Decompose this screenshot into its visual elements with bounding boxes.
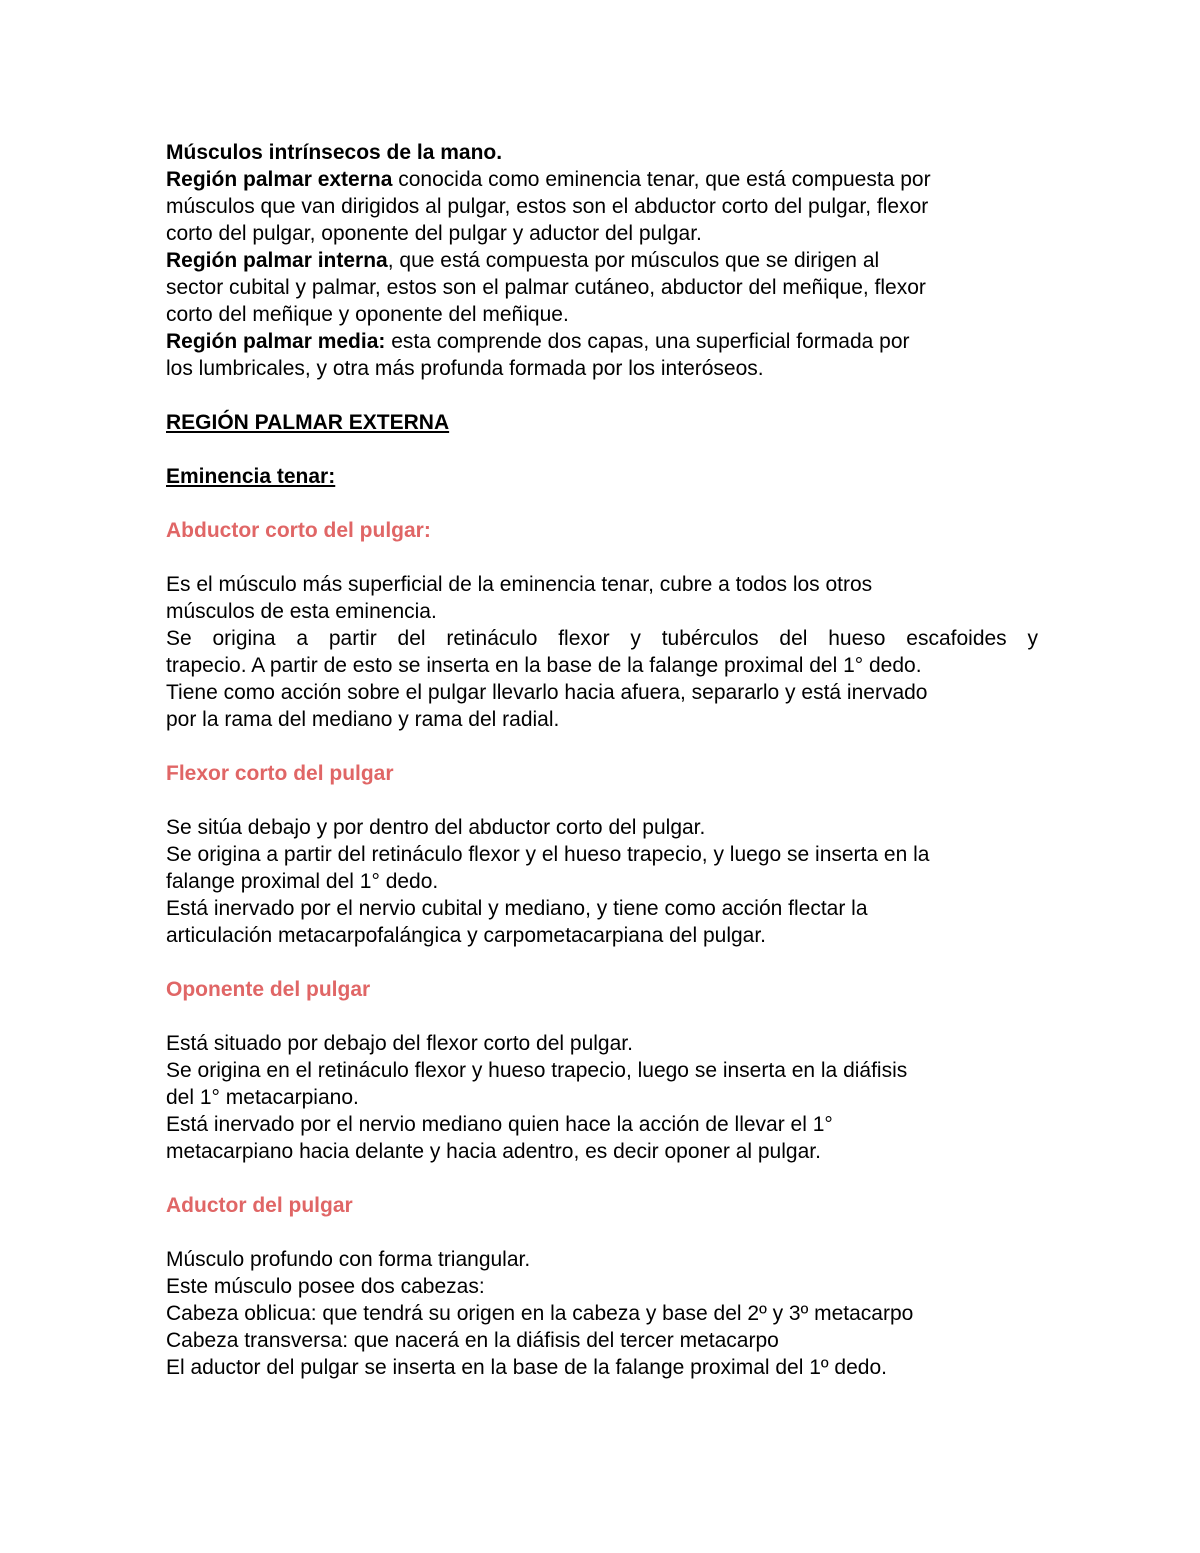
abductor-line-3: Se origina a partir del retináculo flexor y tubérculos del hueso escafoides y bbox=[166, 627, 1038, 650]
spacer bbox=[166, 382, 1038, 409]
media-text-1: esta comprende dos capas, una superficial formada por bbox=[385, 330, 910, 353]
flexor-line-4: Está inervado por el nervio cubital y mediano, y tiene como acción flectar la bbox=[166, 897, 868, 920]
interna-text-3: corto del meñique y oponente del meñique. bbox=[166, 303, 569, 326]
aductor-heading: Aductor del pulgar bbox=[166, 1194, 353, 1217]
media-text-2: los lumbricales, y otra más profunda formada por los interóseos. bbox=[166, 357, 764, 380]
subsection-title: Eminencia tenar: bbox=[166, 465, 336, 488]
oponente-line-1: Está situado por debajo del flexor corto del pulgar. bbox=[166, 1032, 633, 1055]
interna-text-2: sector cubital y palmar, estos son el palmar cutáneo, abductor del meñique, flexor bbox=[166, 276, 926, 299]
oponente-heading: Oponente del pulgar bbox=[166, 978, 371, 1001]
flexor-line-1: Se sitúa debajo y por dentro del abductor corto del pulgar. bbox=[166, 816, 706, 839]
aductor-line-4: Cabeza transversa: que nacerá en la diáfisis del tercer metacarpo bbox=[166, 1329, 779, 1352]
spacer bbox=[166, 1165, 1038, 1192]
flexor-line-2: Se origina a partir del retináculo flexor y el hueso trapecio, y luego se inserta en la bbox=[166, 843, 930, 866]
aductor-line-5: El aductor del pulgar se inserta en la base de la falange proximal del 1º dedo. bbox=[166, 1356, 887, 1379]
media-label: Región palmar media: bbox=[166, 330, 386, 353]
flexor-heading: Flexor corto del pulgar bbox=[166, 762, 394, 785]
interna-label: Región palmar interna bbox=[166, 249, 388, 272]
spacer bbox=[166, 787, 1038, 814]
aductor-line-1: Músculo profundo con forma triangular. bbox=[166, 1248, 531, 1271]
spacer bbox=[166, 436, 1038, 463]
document-title: Músculos intrínsecos de la mano. bbox=[166, 141, 503, 164]
spacer bbox=[166, 733, 1038, 760]
media-paragraph-line-1 bbox=[166, 328, 1038, 355]
spacer bbox=[166, 1219, 1038, 1246]
externa-paragraph-line-1 bbox=[166, 166, 1038, 193]
abductor-line-6: por la rama del mediano y rama del radial. bbox=[166, 708, 560, 731]
externa-text-2: músculos que van dirigidos al pulgar, estos son el abductor corto del pulgar, flexor bbox=[166, 195, 929, 218]
interna-text-1: , que está compuesta por músculos que se dirigen al bbox=[387, 249, 880, 272]
spacer bbox=[166, 1003, 1038, 1030]
abductor-heading: Abductor corto del pulgar: bbox=[166, 519, 431, 542]
oponente-line-3: del 1° metacarpiano. bbox=[166, 1086, 359, 1109]
abductor-line-5: Tiene como acción sobre el pulgar llevarlo hacia afuera, separarlo y está inervado bbox=[166, 681, 928, 704]
externa-text-1: conocida como eminencia tenar, que está compuesta por bbox=[392, 168, 931, 191]
oponente-line-2: Se origina en el retináculo flexor y hueso trapecio, luego se inserta en la diáfisis bbox=[166, 1059, 908, 1082]
aductor-line-3: Cabeza oblicua: que tendrá su origen en la cabeza y base del 2º y 3º metacarpo bbox=[166, 1302, 914, 1325]
abductor-line-2: músculos de esta eminencia. bbox=[166, 600, 437, 623]
abductor-line-1: Es el músculo más superficial de la eminencia tenar, cubre a todos los otros bbox=[166, 573, 873, 596]
externa-text-3: corto del pulgar, oponente del pulgar y aductor del pulgar. bbox=[166, 222, 702, 245]
abductor-line-4: trapecio. A partir de esto se inserta en la base de la falange proximal del 1° dedo. bbox=[166, 654, 922, 677]
spacer bbox=[166, 490, 1038, 517]
spacer bbox=[166, 544, 1038, 571]
flexor-line-3: falange proximal del 1° dedo. bbox=[166, 870, 439, 893]
externa-label: Región palmar externa bbox=[166, 168, 393, 191]
interna-paragraph-line-1 bbox=[166, 247, 1038, 274]
oponente-line-5: metacarpiano hacia delante y hacia adentro, es decir oponer al pulgar. bbox=[166, 1140, 821, 1163]
document-body bbox=[166, 139, 1038, 1381]
oponente-line-4: Está inervado por el nervio mediano quien hace la acción de llevar el 1° bbox=[166, 1113, 833, 1136]
section-title: REGIÓN PALMAR EXTERNA bbox=[166, 411, 450, 434]
flexor-line-5: articulación metacarpofalángica y carpometacarpiana del pulgar. bbox=[166, 924, 767, 947]
aductor-line-2: Este músculo posee dos cabezas: bbox=[166, 1275, 485, 1298]
spacer bbox=[166, 949, 1038, 976]
